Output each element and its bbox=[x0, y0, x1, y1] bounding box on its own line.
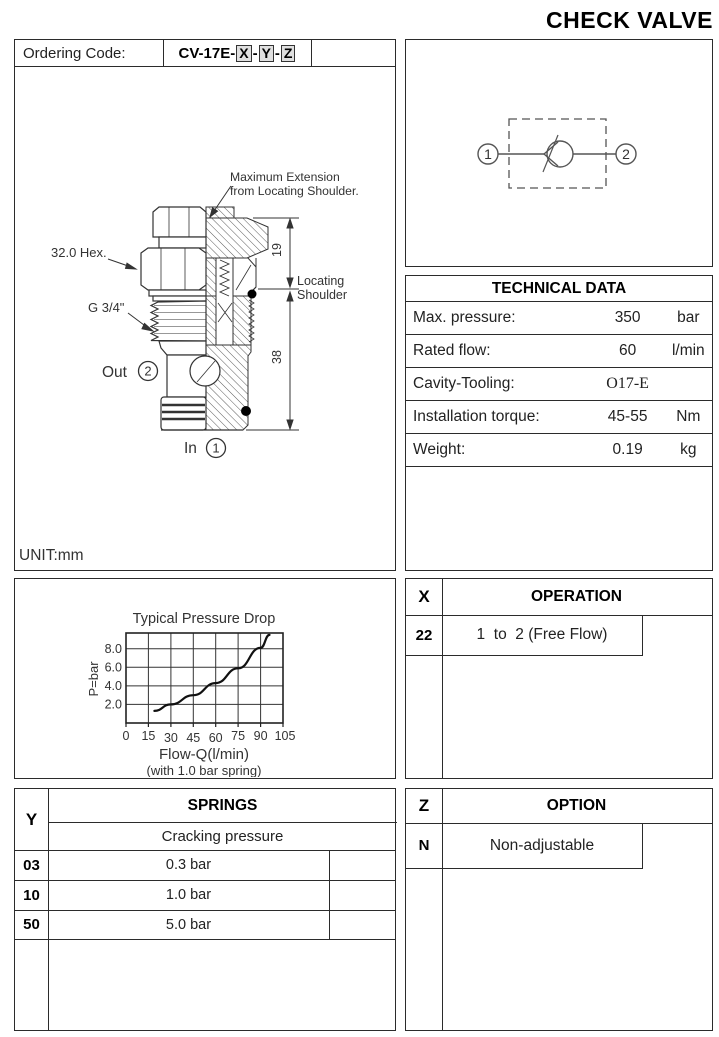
option-cell-divider bbox=[642, 823, 643, 869]
arrow-hex bbox=[126, 263, 137, 269]
collar bbox=[159, 237, 206, 248]
springs-subtitle: Cracking pressure bbox=[161, 827, 284, 845]
tech-label: Max. pressure: bbox=[413, 309, 516, 326]
pressure-drop-chart bbox=[15, 579, 395, 777]
option-row-desc: Non-adjustable bbox=[489, 836, 595, 854]
spring-row-code: 10 bbox=[23, 886, 40, 904]
tech-value: 350 bbox=[614, 309, 641, 326]
code-prefix: CV-17E- bbox=[178, 45, 236, 62]
technical-data-title: TECHNICAL DATA bbox=[406, 276, 712, 302]
valve-cross-section-drawing bbox=[15, 67, 395, 569]
chart-x-axis-note: (with 1.0 bar spring) bbox=[146, 763, 262, 777]
o-ring-upper bbox=[248, 290, 257, 299]
hydraulic-symbol-panel bbox=[405, 39, 713, 267]
table-row bbox=[406, 335, 712, 368]
ordering-code-label: Ordering Code: bbox=[23, 45, 126, 62]
springs-row3-divider bbox=[15, 939, 395, 940]
table-row bbox=[406, 302, 712, 335]
x-tick-label: 60 bbox=[208, 731, 223, 745]
cavity-section bbox=[233, 296, 251, 345]
washer-1 bbox=[149, 290, 206, 296]
ordering-code-value bbox=[163, 40, 311, 67]
option-row-code: N bbox=[418, 837, 430, 854]
thread-size-label: G 3/4" bbox=[88, 300, 125, 315]
operation-row-code: 22 bbox=[415, 626, 433, 644]
tech-value: 0.19 bbox=[612, 441, 643, 458]
springs-cell-divider bbox=[329, 850, 330, 939]
dim-19-label: 19 bbox=[270, 243, 284, 257]
operation-table-panel bbox=[405, 578, 713, 779]
spring-zigzag bbox=[220, 260, 229, 296]
tech-unit: l/min bbox=[671, 342, 705, 359]
code-y-box: Y bbox=[259, 45, 274, 62]
thread-g34 bbox=[151, 301, 206, 341]
table-row bbox=[406, 401, 712, 434]
ordering-code-bar bbox=[14, 39, 396, 68]
ordering-code-empty-cell bbox=[311, 40, 395, 67]
x-tick-label: 15 bbox=[141, 729, 156, 743]
thread-left-section bbox=[206, 296, 216, 345]
springs-title: SPRINGS bbox=[187, 796, 258, 814]
option-title: OPTION bbox=[546, 797, 607, 814]
spring-row-value: 0.3 bar bbox=[165, 857, 212, 873]
operation-col-letter: X bbox=[418, 587, 430, 606]
chart-title: Typical Pressure Drop bbox=[132, 611, 276, 627]
max-extension-label-line1: Maximum Extension bbox=[230, 170, 340, 184]
option-table-panel bbox=[405, 788, 713, 1031]
washer-2 bbox=[153, 296, 206, 301]
tech-unit: bar bbox=[677, 309, 700, 326]
code-sep2: - bbox=[274, 45, 280, 62]
tech-label: Cavity-Tooling: bbox=[413, 375, 515, 392]
arrow-38-bottom bbox=[287, 420, 293, 429]
y-tick-label: 4.0 bbox=[104, 679, 122, 693]
x-tick-label: 45 bbox=[186, 731, 201, 745]
code-x-box: X bbox=[236, 45, 251, 62]
locating-shoulder-label-line1: Locating bbox=[297, 274, 345, 288]
hex-size-label: 32.0 Hex. bbox=[51, 245, 107, 260]
spring-row-value: 5.0 bar bbox=[165, 916, 212, 933]
body-mid-left-section bbox=[206, 258, 216, 296]
chart-y-axis-label: P=bar bbox=[86, 661, 101, 697]
top-cap-hex bbox=[153, 207, 206, 237]
pressure-drop-chart-panel bbox=[14, 578, 396, 779]
tech-label: Weight: bbox=[413, 441, 466, 458]
chart-plot-border bbox=[126, 633, 283, 723]
page-title: CHECK VALVE bbox=[546, 7, 713, 33]
spring-row-value: 1.0 bar bbox=[165, 887, 212, 903]
body-top-section bbox=[206, 218, 268, 258]
out-label: Out bbox=[102, 364, 127, 381]
chart-x-axis-label: Flow-Q(l/min) bbox=[159, 746, 249, 763]
operation-cell-divider bbox=[642, 615, 643, 656]
spring-row-code: 03 bbox=[23, 856, 40, 874]
table-row bbox=[406, 434, 712, 467]
tech-value: 60 bbox=[619, 342, 637, 359]
cross-section-drawing-panel bbox=[14, 66, 396, 571]
check-valve-symbol bbox=[406, 40, 711, 265]
chart-grid bbox=[126, 633, 283, 723]
option-col-letter: Z bbox=[418, 796, 430, 815]
technical-data-panel bbox=[405, 275, 713, 571]
arrow-38-top bbox=[287, 292, 293, 301]
springs-table-panel bbox=[14, 788, 396, 1031]
x-tick-label: 90 bbox=[253, 729, 268, 743]
max-extension-label-line2: from Locating Shoulder. bbox=[230, 184, 359, 198]
locating-shoulder-label-line2: Shoulder bbox=[297, 288, 348, 302]
option-row-divider bbox=[406, 868, 643, 869]
y-tick-label: 2.0 bbox=[104, 697, 122, 712]
y-tick-label: 8.0 bbox=[104, 642, 122, 656]
operation-row-divider bbox=[406, 655, 643, 656]
out-port-number: 2 bbox=[144, 363, 152, 379]
tech-label: Rated flow: bbox=[413, 342, 491, 359]
arrow-19-bottom bbox=[287, 278, 293, 287]
operation-title: OPERATION bbox=[531, 588, 622, 605]
tech-value: 45-55 bbox=[607, 408, 648, 425]
x-tick-label: 0 bbox=[122, 729, 130, 743]
table-row bbox=[406, 368, 712, 401]
nose bbox=[161, 397, 206, 430]
code-sep1: - bbox=[252, 45, 258, 62]
tech-unit: Nm bbox=[676, 408, 701, 425]
symbol-port2-number: 2 bbox=[622, 146, 630, 162]
waist bbox=[159, 341, 206, 355]
symbol-port1-number: 1 bbox=[484, 146, 492, 162]
tech-unit: kg bbox=[680, 441, 697, 458]
arrow-19-top bbox=[287, 219, 293, 228]
out-port-hole bbox=[190, 356, 220, 386]
hex-nut bbox=[141, 248, 206, 290]
unit-label: UNIT:mm bbox=[19, 547, 84, 564]
tech-value: O17-E bbox=[606, 375, 649, 392]
code-z-box: Z bbox=[281, 45, 296, 62]
y-tick-label: 6.0 bbox=[104, 660, 122, 675]
x-tick-label: 105 bbox=[274, 729, 296, 743]
x-tick-label: 75 bbox=[231, 729, 246, 743]
tech-label: Installation torque: bbox=[413, 408, 540, 425]
section-hatch-group bbox=[206, 207, 268, 430]
x-tick-label: 30 bbox=[163, 731, 178, 745]
springs-col-letter: Y bbox=[25, 809, 38, 829]
dim-38-label: 38 bbox=[270, 350, 284, 364]
o-ring-lower bbox=[241, 406, 251, 416]
pressure-curve bbox=[154, 635, 269, 711]
operation-row-desc: 1 to 2 (Free Flow) bbox=[476, 626, 608, 643]
in-label: In bbox=[184, 440, 197, 457]
in-port-number: 1 bbox=[212, 440, 220, 456]
spring-row-code: 50 bbox=[23, 916, 40, 933]
